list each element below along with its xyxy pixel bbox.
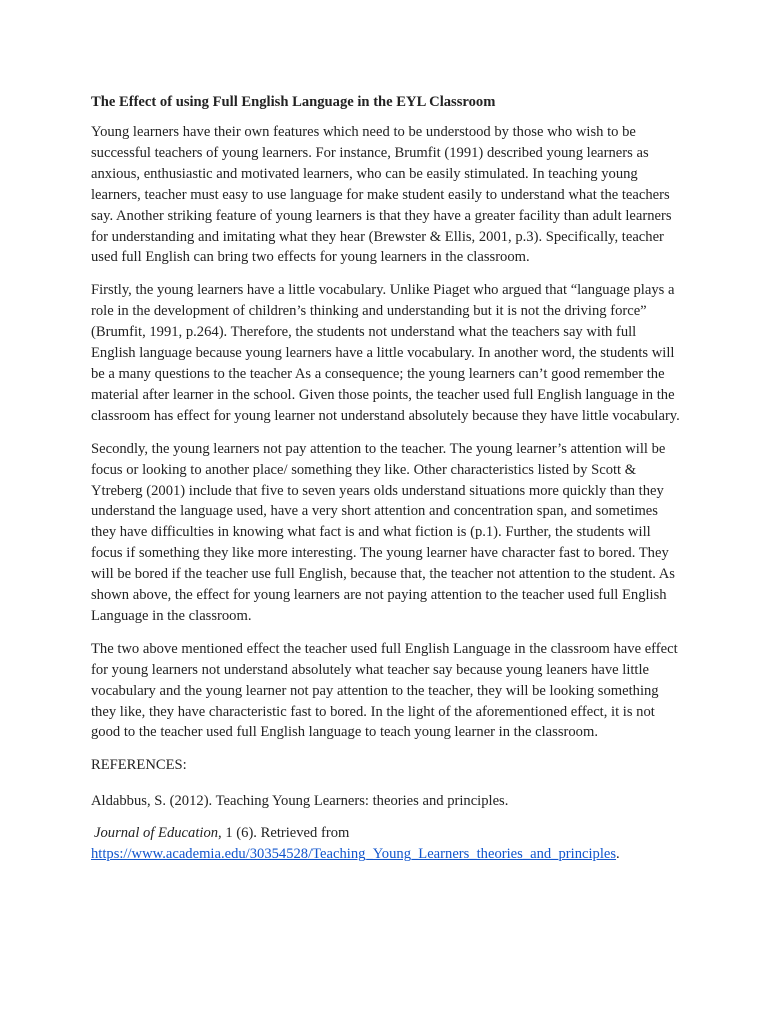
paragraph-attention: Secondly, the young learners not pay attention to the teacher. The young learner’s attention will be focus or looking to another place/ something they like. Other characteristics listed by Scott & Ytreberg (2001) include that five to seven years olds understand situations more quickly than they understand the language used, have a very short attention and concentration span, and sometimes they have difficulties in knowing what fact is and what fiction is (p.1). Further, the students will focus if something they like more interesting. The young learner have character fast to bored. They will be bored if the teacher use full English, because that, the teacher not attention to the student. As shown above, the effect for young learners are not paying attention to the teacher used full English Language in the classroom. <box>91 440 675 624</box>
reference-url-link[interactable]: https://www.academia.edu/30354528/Teaching_Young_Learners_theories_and_principles <box>91 845 617 862</box>
paragraph-vocabulary: Firstly, the young learners have a little vocabulary. Unlike Piaget who argued that “language plays a role in the development of children’s thinking and understanding but it is not the driving force” (Brumfit, 1991, p.264). Therefore, the students not understand what the teachers say with full English language because young learners have a little vocabulary. In another word, the students will be a many questions to the teacher As a consequence; the young learners can’t good remember the material after learner in the school. Given those points, the teacher used full English language in the classroom has effect for young learner not understand absolutely because they have little vocabulary. <box>91 282 680 424</box>
paragraph-intro: Young learners have their own features which need to be understood by those who wish to be successful teachers of young learners. For instance, Brumfit (1991) described young learners as anxious, enthusiastic and motivated learners, who can be easily stimulated. In teaching young learners, teacher must easy to use language for make student easily to understand what the teachers say. Another striking feature of young learners is that they have a greater facility than adult learners for understanding and imitating what they hear (Brewster & Ellis, 2001, p.3). Specifically, teacher used full English can bring two effects for young learners in the classroom. <box>91 124 672 266</box>
reference-journal: Journal of Education <box>94 825 219 842</box>
document-title: The Effect of using Full English Language in the EYL Classroom <box>91 94 496 110</box>
reference-1: Aldabbus, S. (2012). Teaching Young Learners: theories and principles. <box>91 793 509 810</box>
document-body <box>91 92 681 864</box>
reference-end-punct: . <box>616 845 620 862</box>
reference-details: , 1 (6). Retrieved from <box>218 825 350 842</box>
references-heading: REFERENCES: <box>91 757 187 774</box>
paragraph-conclusion: The two above mentioned effect the teacher used full English Language in the classroom have effect for young learners not understand absolutely what teacher say because young leaners have little vocabulary and the young learner not pay attention to the teacher, they will be looking something they like, they have characteristic fast to bored. In the light of the aforementioned effect, it is not good to the teacher used full English language to teach young learner in the classroom. <box>91 640 678 741</box>
reference-2 <box>91 823 681 864</box>
